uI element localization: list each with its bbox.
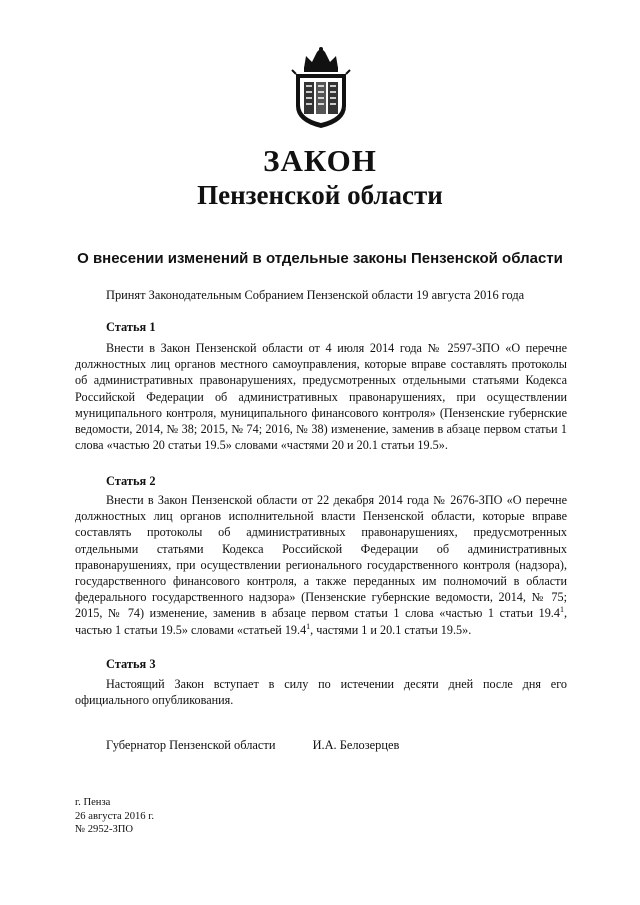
penza-coat-of-arms-icon [290,46,352,130]
footer-number: № 2952-ЗПО [75,824,134,836]
adoption-note: Принят Законодательным Собранием Пензенской области 19 августа 2016 года [106,288,525,302]
region-title: Пензенской области [197,180,443,210]
signature-block [106,738,399,753]
article-2-text-part-3: , частями 1 и 20.1 статьи 19.5». [310,622,472,637]
superscript: 1 [306,621,311,631]
article-1-text: Внести в Закон Пензенской области от 4 июля 2014 года № 2597-ЗПО «О перечне должностных лиц органов местного самоуправления, которые вправе составлять протоколы об административных правонарушениях, предусмотренных отдельными статьями Кодекса Российской Федерации об административных правонарушениях, при осуществлении муниципального контроля, муниципального финансового контроля» (Пензенские губернские ведомости, 2014, № 38; 2015, № 74; 2016, № 38) изменение, заменив в абзаце первом статьи 1 слова «частью 20 статьи 19.5» словами «частями 20 и 20.1 статьи 19.5». [75,341,567,453]
article-2-heading: Статья 2 [106,474,156,488]
law-title: ЗАКОН [263,143,377,178]
article-2-text [75,492,567,638]
article-3-heading: Статья 3 [106,657,156,671]
footer-city: г. Пенза [75,797,111,808]
superscript: 1 [559,605,564,615]
article-2-text-part-2: , частью 1 статьи 19.5» словами «статьей 19.4 [75,606,567,637]
signature-name: И.А. Белозерцев [312,738,400,752]
signature-position: Губернатор Пензенской области [106,738,276,752]
article-2-text-part-1: Внести в Закон Пензенской области от 22 декабря 2014 года № 2676-ЗПО «О перечне должностных лиц органов исполнительной власти Пензенской области, которые вправе составлять протоколы об административных правонарушениях, предусмотренных отдельными статьями Кодекса Российской Федерации об административных правонарушениях, при осуществлении регионального государственного контроля (надзора), государственного финансового контроля, а также переданных им полномочий в области федерального государственного надзора» (Пензенские губернские ведомости, 2014, № 75; 2015, № 74) изменение, заменив в абзаце первом статьи 1 слова «частью 1 статьи 19.4 [75,493,567,621]
article-1-heading: Статья 1 [106,320,156,334]
footer-date: 26 августа 2016 г. [75,810,155,822]
law-subject: О внесении изменений в отдельные законы Пензенской области [77,250,563,267]
footer-details [75,796,154,837]
article-3-text: Настоящий Закон вступает в силу по истечении десяти дней после дня его официального опубликования. [75,677,567,708]
